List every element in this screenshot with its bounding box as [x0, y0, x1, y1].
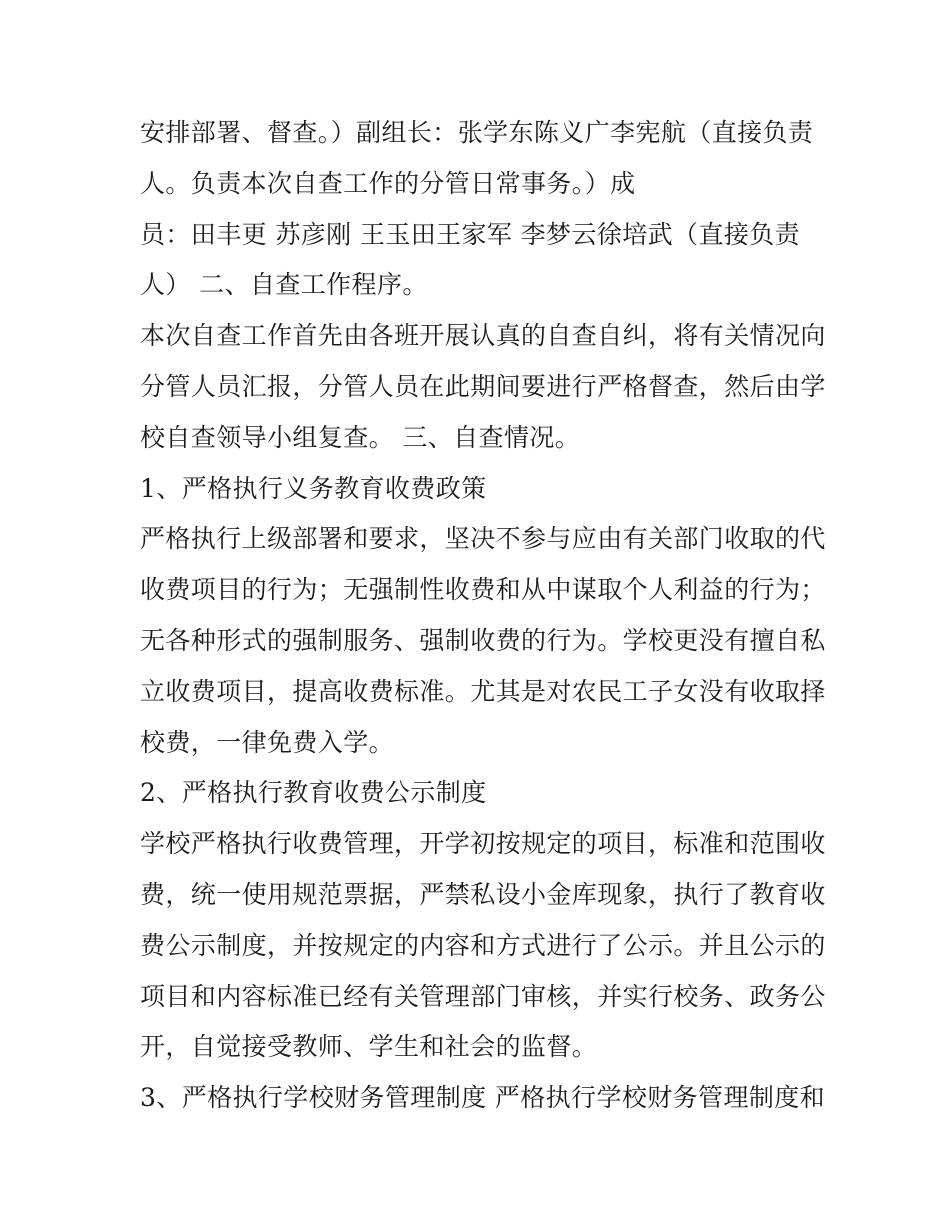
- text-line: 校自查领导小组复查。 三、自查情况。: [140, 422, 581, 452]
- text-line: 分管人员汇报，分管人员在此期间要进行严格督查，然后由学: [140, 371, 826, 401]
- text-line: 人。负责本次自查工作的分管日常事务。）成: [140, 168, 636, 198]
- text-line: 员：田丰更 苏彦刚 王玉田王家军 李梦云徐培武（直接负责: [140, 219, 801, 249]
- text-line: 学校严格执行收费管理，开学初按规定的项目，标准和范围收: [140, 829, 826, 859]
- text-line: 无各种形式的强制服务、强制收费的行为。学校更没有擅自私: [140, 625, 826, 655]
- text-line: 人） 二、自查工作程序。: [140, 270, 428, 300]
- text-line: 本次自查工作首先由各班开展认真的自查自纠，将有关情况向: [140, 321, 826, 351]
- text-line: 安排部署、督查。）副组长：张学东陈义广李宪航（直接负责: [140, 118, 814, 147]
- text-line: 严格执行上级部署和要求，坚决不参与应由有关部门收取的代: [140, 524, 826, 554]
- section-heading: 2、严格执行教育收费公示制度: [140, 778, 487, 808]
- text-line: 校费，一律免费入学。: [140, 727, 395, 757]
- text-line: 项目和内容标准已经有关管理部门审核，并实行校务、政务公: [140, 981, 826, 1011]
- text-line: 费，统一使用规范票据，严禁私设小金库现象，执行了教育收: [140, 879, 826, 909]
- document-body: [140, 108, 826, 1124]
- text-line: 收费项目的行为；无强制性收费和从中谋取个人利益的行为；: [140, 575, 826, 605]
- section-heading: 3、严格执行学校财务管理制度 严格执行学校财务管理制度和: [140, 1083, 826, 1113]
- section-heading: 1、严格执行义务教育收费政策: [140, 473, 487, 503]
- text-line: 开，自觉接受教师、学生和社会的监督。: [140, 1032, 598, 1062]
- text-line: 立收费项目，提高收费标准。尤其是对农民工子女没有收取择: [140, 676, 826, 706]
- text-line: 费公示制度，并按规定的内容和方式进行了公示。并且公示的: [140, 930, 826, 960]
